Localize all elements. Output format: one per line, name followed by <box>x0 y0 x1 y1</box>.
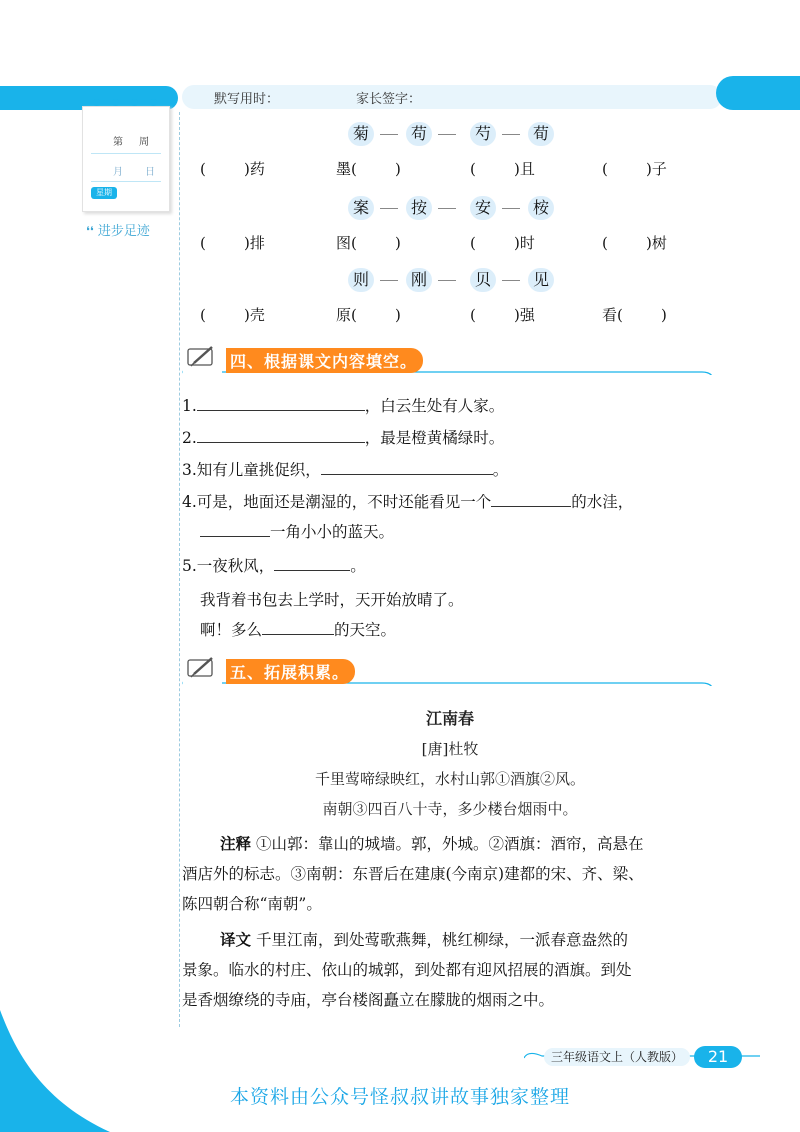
section-5-title: 五、拓展积累。 <box>226 659 355 684</box>
fill-blank[interactable]: 看( ) <box>602 306 667 324</box>
poem-author: [唐]杜牧 <box>421 740 479 758</box>
char-blank-row <box>0 304 800 332</box>
corner-decoration <box>0 1010 110 1132</box>
fill-line-suffix: ，最是橙黄橘绿时。 <box>364 429 505 447</box>
fill-line-suffix: 一角小小的蓝天。 <box>270 523 395 541</box>
section-4-title: 四、根据课文内容填空。 <box>226 348 423 373</box>
char-chip: 菊 <box>348 122 374 146</box>
dictation-time-label: 默写用时： <box>214 92 280 107</box>
answer-blank[interactable] <box>197 427 365 444</box>
fill-line <box>182 426 504 448</box>
fill-blank[interactable]: ( )且 <box>470 160 535 178</box>
pen-icon <box>182 654 218 682</box>
fill-blank[interactable]: ( )子 <box>602 160 667 178</box>
char-chip: 贝 <box>470 268 496 292</box>
page-number: 21 <box>694 1046 742 1068</box>
answer-blank[interactable] <box>262 619 334 636</box>
fill-blank[interactable]: ( )排 <box>200 234 265 252</box>
char-chip: 案 <box>348 196 374 220</box>
char-blank-row <box>0 232 800 260</box>
footprint-icon: ❛❛ <box>86 224 94 238</box>
char-dash <box>502 208 520 209</box>
fill-blank[interactable]: ( )药 <box>200 160 265 178</box>
fill-line <box>200 520 394 542</box>
fill-blank[interactable]: 原( ) <box>336 306 401 324</box>
char-dash <box>438 208 456 209</box>
fill-line-suffix: 。 <box>350 557 366 575</box>
fill-blank[interactable]: ( )树 <box>602 234 667 252</box>
char-chip: 按 <box>406 196 432 220</box>
fill-line-prefix: 啊！多么 <box>200 621 263 639</box>
char-chip: 则 <box>348 268 374 292</box>
translation-line-3: 是香烟缭绕的寺庙，亭台楼阁矗立在朦胧的烟雨之中。 <box>182 991 555 1009</box>
fill-line <box>182 490 633 512</box>
char-dash <box>438 134 456 135</box>
char-chip: 刚 <box>406 268 432 292</box>
char-group-row <box>0 196 800 224</box>
answer-blank[interactable] <box>274 555 350 572</box>
char-blank-row <box>0 158 800 186</box>
fill-line-suffix: 的水洼， <box>571 493 634 511</box>
char-dash <box>502 280 520 281</box>
fill-line <box>182 458 508 480</box>
answer-blank[interactable] <box>197 395 365 412</box>
fill-blank[interactable]: ( )壳 <box>200 306 265 324</box>
note-line-1: ①山郭：靠山的城墙。郭，外城。②酒旗：酒帘，高悬在 <box>255 835 644 853</box>
char-chip: 见 <box>528 268 554 292</box>
fill-line <box>182 554 366 576</box>
book-label: 三年级语文上（人教版） <box>544 1048 690 1066</box>
fill-blank[interactable]: 图( ) <box>336 234 401 252</box>
char-dash <box>438 280 456 281</box>
poem-line-1: 千里莺啼绿映红，水村山郭①酒旗②风。 <box>314 770 585 788</box>
char-dash <box>380 280 398 281</box>
parent-signature-label: 家长签字： <box>356 92 422 107</box>
fill-line <box>182 394 504 416</box>
note-line-2: 酒店外的标志。③南朝：东晋后在建康(今南京)建都的宋、齐、梁、 <box>182 865 644 883</box>
weekday-tag: 星期 <box>91 187 117 199</box>
footprint-text: 进步足迹 <box>97 224 150 239</box>
answer-blank[interactable] <box>321 459 493 476</box>
poem-line-2: 南朝③四百八十寺，多少楼台烟雨中。 <box>322 800 578 818</box>
note-line-3: 陈四朝合称“南朝”。 <box>182 895 322 913</box>
fill-line-prefix: 1. <box>182 397 197 415</box>
fill-blank[interactable]: ( )强 <box>470 306 535 324</box>
char-dash <box>380 208 398 209</box>
week-label: 第 <box>113 137 123 148</box>
char-group-row <box>0 268 800 296</box>
char-chip: 安 <box>470 196 496 220</box>
header-right-bar <box>716 76 800 110</box>
fill-line <box>200 588 464 610</box>
translation-line-1: 千里江南，到处莺歌燕舞，桃红柳绿，一派春意盎然的 <box>255 931 628 949</box>
fill-line-prefix: 我背着书包去上学时，天开始放晴了。 <box>200 591 464 609</box>
month-label: 月 <box>113 167 123 178</box>
char-group-row <box>0 122 800 150</box>
char-dash <box>502 134 520 135</box>
fill-line-suffix: 。 <box>492 461 509 479</box>
fill-line <box>200 618 396 640</box>
fill-line-suffix: ，白云生处有人家。 <box>364 397 505 415</box>
fill-line-prefix: 5.一夜秋风， <box>182 557 275 575</box>
section-4-header <box>182 345 716 375</box>
char-chip: 苟 <box>406 122 432 146</box>
note-label: 注释 <box>220 835 252 853</box>
fill-line-prefix: 3.知有儿童挑促织， <box>182 461 321 479</box>
char-dash <box>380 134 398 135</box>
pen-icon <box>182 343 218 371</box>
answer-blank[interactable] <box>200 521 270 538</box>
fill-line-prefix: 4.可是，地面还是潮湿的，不时还能看见一个 <box>182 493 492 511</box>
translation-line-2: 景象。临水的村庄、依山的城郭，到处都有迎风招展的酒旗。到处 <box>182 961 632 979</box>
translation-label: 译文 <box>220 931 252 949</box>
char-chip: 荀 <box>528 122 554 146</box>
day-label: 日 <box>145 167 155 178</box>
fill-blank[interactable]: 墨( ) <box>336 160 401 178</box>
fill-line-suffix: 的天空。 <box>334 621 397 639</box>
char-chip: 桉 <box>528 196 554 220</box>
answer-blank[interactable] <box>491 491 571 508</box>
section-5-header <box>182 656 716 686</box>
fill-line-prefix: 2. <box>182 429 197 447</box>
week-unit: 周 <box>139 137 149 148</box>
fill-blank[interactable]: ( )时 <box>470 234 535 252</box>
watermark-text: 本资料由公众号怪叔叔讲故事独家整理 <box>229 1086 570 1108</box>
char-chip: 芍 <box>470 122 496 146</box>
poem-title: 江南春 <box>425 709 474 728</box>
